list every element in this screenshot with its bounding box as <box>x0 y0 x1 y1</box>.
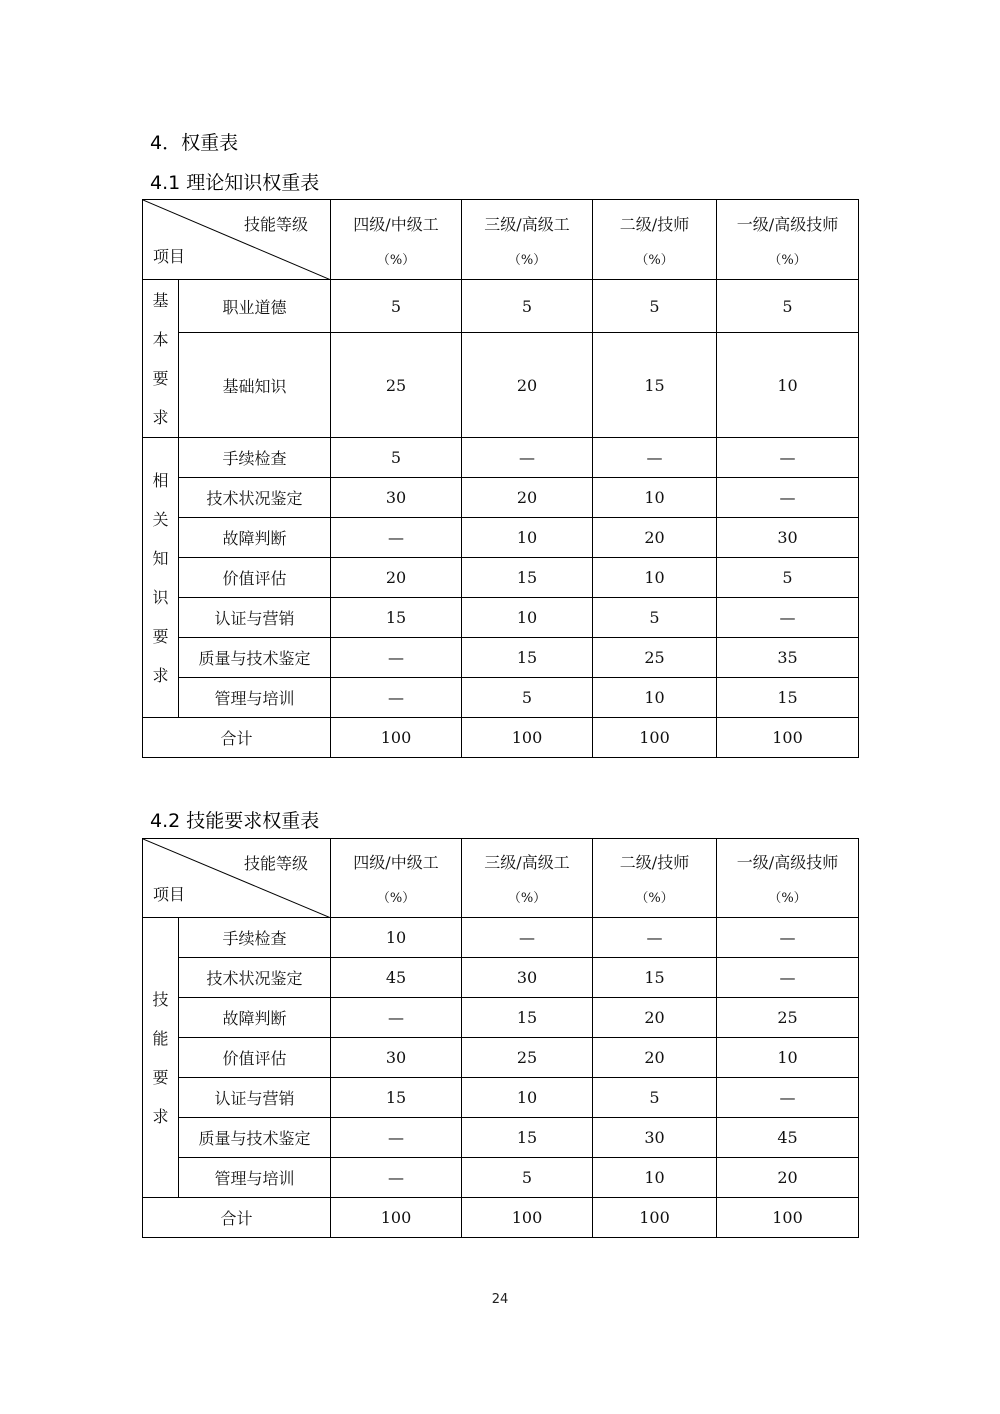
value-cell: 20 <box>593 518 717 558</box>
value-cell: 15 <box>462 1118 593 1158</box>
value-cell: 45 <box>717 1118 859 1158</box>
total-cell: 100 <box>593 718 717 758</box>
table-row <box>143 1118 859 1158</box>
table-row <box>143 958 859 998</box>
value-cell: 25 <box>717 998 859 1038</box>
value-cell: 15 <box>462 638 593 678</box>
value-cell: 30 <box>462 958 593 998</box>
level-name: 三级/高级工 <box>484 853 570 872</box>
value-cell: — <box>593 438 717 478</box>
level-name: 二级/技师 <box>619 214 690 234</box>
value-cell: 35 <box>717 638 859 678</box>
item-name: 故障判断 <box>179 518 331 558</box>
level-header <box>462 200 593 280</box>
value-cell: — <box>331 638 462 678</box>
item-name: 管理与培训 <box>179 678 331 718</box>
group-label-char: 要 <box>152 368 169 388</box>
table-row <box>143 638 859 678</box>
value-cell: 30 <box>331 478 462 518</box>
value-cell: — <box>717 438 859 478</box>
value-cell: — <box>331 678 462 718</box>
level-header <box>717 839 859 918</box>
unit-label: （%） <box>635 252 674 268</box>
table-row <box>143 478 859 518</box>
level-header <box>331 200 462 280</box>
level-name: 一级/高级技师 <box>736 214 839 234</box>
group-label-char: 识 <box>152 587 169 607</box>
item-name: 认证与营销 <box>179 1078 331 1118</box>
corner-top-label: 技能等级 <box>243 215 308 234</box>
value-cell: 5 <box>462 280 593 333</box>
value-cell: — <box>717 478 859 518</box>
table-row <box>143 438 859 478</box>
total-row <box>143 1198 859 1238</box>
value-cell: 5 <box>717 280 859 333</box>
value-cell: 25 <box>462 1038 593 1078</box>
table-row <box>143 518 859 558</box>
item-name: 价值评估 <box>179 558 331 598</box>
unit-label: （%） <box>507 891 547 906</box>
value-cell: 10 <box>717 333 859 438</box>
value-cell: — <box>717 958 859 998</box>
item-name: 故障判断 <box>179 998 331 1038</box>
value-cell: 10 <box>593 678 717 718</box>
table-row <box>143 558 859 598</box>
value-cell: 25 <box>331 333 462 438</box>
total-label: 合计 <box>143 718 331 758</box>
value-cell: — <box>717 918 859 958</box>
group-label-char: 基 <box>152 290 169 310</box>
value-cell: — <box>462 918 593 958</box>
item-name: 管理与培训 <box>179 1158 331 1198</box>
group-label-char: 相 <box>152 470 169 490</box>
table2-title: 4.2 技能要求权重表 <box>150 810 320 832</box>
level-header <box>331 839 462 918</box>
value-cell: 5 <box>593 598 717 638</box>
total-cell: 100 <box>717 718 859 758</box>
value-cell: — <box>331 1118 462 1158</box>
value-cell: 15 <box>331 598 462 638</box>
level-header <box>462 839 593 918</box>
table-row <box>143 1078 859 1118</box>
value-cell: 5 <box>462 1158 593 1198</box>
table-row <box>143 598 859 638</box>
corner-top-label: 技能等级 <box>243 854 308 873</box>
group-label-char: 知 <box>152 548 169 568</box>
level-name: 二级/技师 <box>619 853 690 872</box>
level-name: 四级/中级工 <box>353 214 439 234</box>
unit-label: （%） <box>635 891 674 906</box>
group-label-char: 要 <box>152 626 169 646</box>
group-label-char: 求 <box>152 1106 169 1126</box>
unit-label: （%） <box>376 252 416 268</box>
value-cell: 5 <box>331 280 462 333</box>
value-cell: 15 <box>331 1078 462 1118</box>
level-header <box>593 839 717 918</box>
item-name: 质量与技术鉴定 <box>179 638 331 678</box>
total-row <box>143 718 859 758</box>
value-cell: 5 <box>717 558 859 598</box>
value-cell: 20 <box>593 1038 717 1078</box>
level-name: 四级/中级工 <box>353 853 439 872</box>
value-cell: 10 <box>462 598 593 638</box>
value-cell: 5 <box>462 678 593 718</box>
value-cell: 5 <box>593 1078 717 1118</box>
group-label-char: 要 <box>152 1067 169 1087</box>
total-cell: 100 <box>462 1198 593 1238</box>
value-cell: — <box>331 1158 462 1198</box>
item-name: 质量与技术鉴定 <box>179 1118 331 1158</box>
level-name: 三级/高级工 <box>484 214 570 234</box>
value-cell: 10 <box>462 1078 593 1118</box>
value-cell: 10 <box>331 918 462 958</box>
value-cell: 20 <box>717 1158 859 1198</box>
value-cell: — <box>331 518 462 558</box>
value-cell: 20 <box>593 998 717 1038</box>
group-label-char: 技 <box>152 989 169 1009</box>
value-cell: 5 <box>593 280 717 333</box>
table-row <box>143 918 859 958</box>
page-number: 24 <box>491 1292 509 1307</box>
section-title: 4．权重表 <box>150 132 239 154</box>
group-label-cell <box>143 438 179 718</box>
level-header <box>717 200 859 280</box>
value-cell: 15 <box>717 678 859 718</box>
group-label-char: 关 <box>152 509 169 529</box>
total-cell: 100 <box>462 718 593 758</box>
corner-bottom-label: 项目 <box>153 247 186 266</box>
value-cell: 15 <box>462 558 593 598</box>
level-name: 一级/高级技师 <box>736 853 839 872</box>
value-cell: — <box>331 998 462 1038</box>
value-cell: 10 <box>593 478 717 518</box>
item-name: 手续检查 <box>179 438 331 478</box>
group-label-char: 能 <box>152 1028 169 1048</box>
value-cell: 15 <box>593 333 717 438</box>
value-cell: — <box>717 1078 859 1118</box>
value-cell: 20 <box>331 558 462 598</box>
value-cell: — <box>462 438 593 478</box>
table-row <box>143 333 859 438</box>
value-cell: 45 <box>331 958 462 998</box>
group-label-cell <box>143 918 179 1198</box>
value-cell: 10 <box>593 558 717 598</box>
group-label-char: 求 <box>152 407 169 427</box>
item-name: 职业道德 <box>179 280 331 333</box>
value-cell: 10 <box>593 1158 717 1198</box>
unit-label: （%） <box>376 891 416 906</box>
item-name: 技术状况鉴定 <box>179 958 331 998</box>
item-name: 手续检查 <box>179 918 331 958</box>
table1-title: 4.1 理论知识权重表 <box>150 172 320 194</box>
total-cell: 100 <box>331 1198 462 1238</box>
unit-label: （%） <box>768 891 807 906</box>
skill-weight-table <box>142 838 859 1238</box>
group-label-char: 求 <box>152 665 169 685</box>
corner-header-cell <box>143 839 331 918</box>
item-name: 技术状况鉴定 <box>179 478 331 518</box>
level-header <box>593 200 717 280</box>
value-cell: 25 <box>593 638 717 678</box>
table-row <box>143 1158 859 1198</box>
value-cell: 15 <box>593 958 717 998</box>
item-name: 基础知识 <box>179 333 331 438</box>
value-cell: 20 <box>462 333 593 438</box>
value-cell: — <box>593 918 717 958</box>
group-label-char: 本 <box>152 329 169 349</box>
value-cell: 5 <box>331 438 462 478</box>
value-cell: 30 <box>593 1118 717 1158</box>
item-name: 价值评估 <box>179 1038 331 1078</box>
total-label: 合计 <box>143 1198 331 1238</box>
unit-label: （%） <box>507 252 547 268</box>
value-cell: 20 <box>462 478 593 518</box>
unit-label: （%） <box>768 252 807 268</box>
group-label-cell <box>143 280 179 438</box>
table-row <box>143 280 859 333</box>
table-row <box>143 998 859 1038</box>
item-name: 认证与营销 <box>179 598 331 638</box>
value-cell: — <box>717 598 859 638</box>
table-row <box>143 678 859 718</box>
value-cell: 10 <box>462 518 593 558</box>
total-cell: 100 <box>717 1198 859 1238</box>
theory-weight-table <box>142 199 859 758</box>
corner-header-cell <box>143 200 331 280</box>
value-cell: 30 <box>331 1038 462 1078</box>
value-cell: 15 <box>462 998 593 1038</box>
table-row <box>143 1038 859 1078</box>
total-cell: 100 <box>593 1198 717 1238</box>
total-cell: 100 <box>331 718 462 758</box>
value-cell: 30 <box>717 518 859 558</box>
value-cell: 10 <box>717 1038 859 1078</box>
corner-bottom-label: 项目 <box>153 885 186 904</box>
